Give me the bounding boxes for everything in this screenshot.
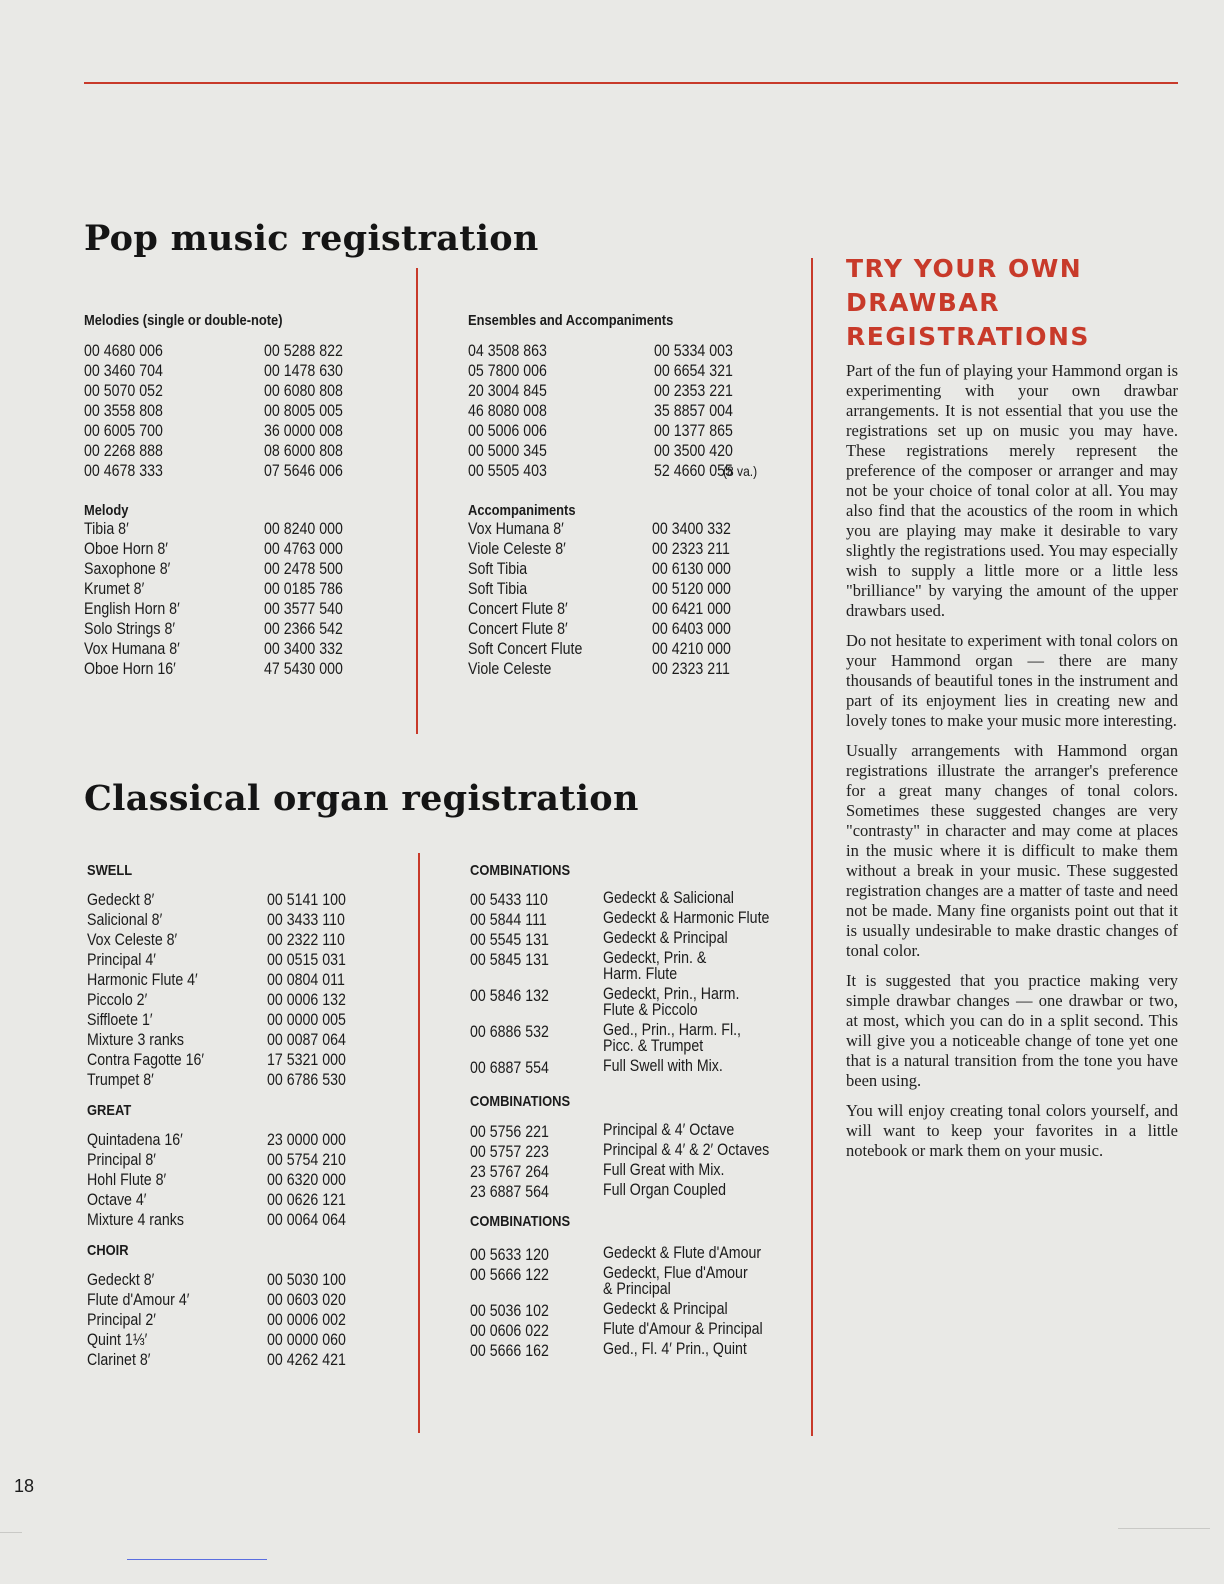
- stop-name: Quintadena 16′: [87, 1131, 183, 1149]
- registration-code: 00 5141 100: [267, 891, 346, 909]
- registration-code: 00 5070 052: [84, 382, 163, 400]
- swell-heading: SWELL: [87, 862, 133, 879]
- stop-name: Salicional 8′: [87, 911, 163, 929]
- table-row: [84, 381, 404, 401]
- stop-name: Soft Tibia: [468, 580, 528, 598]
- stop-name: Oboe Horn 8′: [84, 540, 168, 558]
- combination-description: Ged., Prin., Harm. Fl., Picc. & Trumpet: [603, 1021, 741, 1055]
- stop-name: Piccolo 2′: [87, 991, 148, 1009]
- registration-code: 00 1377 865: [654, 422, 733, 440]
- registration-code: 00 0185 786: [264, 580, 343, 598]
- table-row: [84, 441, 404, 461]
- table-row: [87, 890, 387, 910]
- choir-heading: CHOIR: [87, 1242, 129, 1259]
- registration-code: 08 6000 808: [264, 442, 343, 460]
- registration-code: 17 5321 000: [267, 1051, 346, 1069]
- stop-name: Saxophone 8′: [84, 560, 171, 578]
- table-row: [84, 519, 404, 539]
- registration-code: 00 5006 006: [468, 422, 547, 440]
- table-row: [87, 1330, 387, 1350]
- table-row: [87, 950, 387, 970]
- registration-code: 00 2353 221: [654, 382, 733, 400]
- registration-code: 00 6654 321: [654, 362, 733, 380]
- table-row: [87, 1290, 387, 1310]
- table-row: [470, 986, 810, 1022]
- great-heading: GREAT: [87, 1102, 132, 1119]
- registration-code: 04 3508 863: [468, 342, 547, 360]
- stop-name: Vox Humana 8′: [468, 520, 564, 538]
- registration-code: 47 5430 000: [264, 660, 343, 678]
- table-row: [468, 401, 808, 421]
- table-row: [87, 1350, 387, 1370]
- stop-name: Hohl Flute 8′: [87, 1171, 167, 1189]
- registration-code: 00 5000 345: [468, 442, 547, 460]
- stop-name: Harmonic Flute 4′: [87, 971, 198, 989]
- combination-description: Gedeckt & Principal: [603, 1300, 728, 1318]
- registration-code: 00 2322 110: [267, 931, 345, 949]
- combinations-swell-list: [470, 890, 810, 1078]
- stop-name: Principal 8′: [87, 1151, 156, 1169]
- registration-code: 00 3400 332: [264, 640, 343, 658]
- combination-description: Gedeckt, Flue d'Amour & Principal: [603, 1264, 748, 1298]
- stop-name: Concert Flute 8′: [468, 620, 568, 638]
- registration-code: 00 5545 131: [470, 931, 549, 949]
- table-row: [468, 461, 808, 481]
- swell-list: [87, 890, 387, 1090]
- registration-code: 00 5288 822: [264, 342, 343, 360]
- registration-code: 00 0006 002: [267, 1311, 346, 1329]
- stop-name: Oboe Horn 16′: [84, 660, 176, 678]
- stop-name: Concert Flute 8′: [468, 600, 568, 618]
- stop-name: Principal 2′: [87, 1311, 156, 1329]
- registration-code: 00 5334 003: [654, 342, 733, 360]
- registration-code: 00 0006 132: [267, 991, 346, 1009]
- table-row: [84, 579, 404, 599]
- registration-code: 00 0515 031: [267, 951, 346, 969]
- registration-code: 00 4262 421: [267, 1351, 346, 1369]
- choir-list: [87, 1270, 387, 1370]
- registration-code: 00 2323 211: [652, 540, 730, 558]
- sidebar-paragraph: It is suggested that you practice making very simple drawbar changes — one drawbar or two, at most, which you can do in a split second. This will give you a noticeable change of tone yet one that is a natural transition from the tone you have been using.: [846, 971, 1178, 1090]
- melody-heading: Melody: [84, 502, 129, 519]
- page-number: 18: [14, 1476, 35, 1496]
- stop-name: Trumpet 8′: [87, 1071, 154, 1089]
- registration-code: 00 6320 000: [267, 1171, 346, 1189]
- combination-description: Gedeckt & Flute d'Amour: [603, 1244, 762, 1262]
- table-row: [87, 970, 387, 990]
- bottom-rule-left: [0, 1532, 22, 1533]
- registration-code: 00 5036 102: [470, 1302, 549, 1320]
- table-row: [87, 1050, 387, 1070]
- registration-code: 00 0087 064: [267, 1031, 346, 1049]
- registration-code: 00 6403 000: [652, 620, 731, 638]
- table-row: [470, 1142, 810, 1162]
- sidebar-paragraph: Part of the fun of playing your Hammond organ is experimenting with your own drawbar arrangements. It is not essential that you use the registrations set up on music you may have. These registrations merely represent the preference of the composer or arranger and may not be your choice of tonal color at all. You may also find that the acoustics of the room in which you are playing may make it desirable to vary slightly the registrations used. You may especially wish to supply a little more or a little less "brilliance" by varying the amount of the upper drawbars used.: [846, 361, 1178, 620]
- registration-code: 00 8240 000: [264, 520, 343, 538]
- registration-code: 00 6005 700: [84, 422, 163, 440]
- stop-name: Solo Strings 8′: [84, 620, 176, 638]
- stop-name: Vox Humana 8′: [84, 640, 180, 658]
- stop-name: Quint 1⅓′: [87, 1331, 148, 1349]
- combinations-choir-heading: COMBINATIONS: [470, 1213, 571, 1230]
- stop-name: Viole Celeste 8′: [468, 540, 566, 558]
- table-row: [468, 659, 788, 679]
- combinations-swell-heading: COMBINATIONS: [470, 862, 571, 879]
- pop-divider: [416, 268, 418, 734]
- table-row: [470, 1162, 810, 1182]
- table-row: [470, 1182, 810, 1202]
- combination-description: Flute d'Amour & Principal: [603, 1320, 763, 1338]
- table-row: [468, 361, 808, 381]
- table-row: [468, 639, 788, 659]
- registration-code: 00 2268 888: [84, 442, 163, 460]
- stop-name: Principal 4′: [87, 951, 156, 969]
- registration-code: 00 6886 532: [470, 1023, 549, 1041]
- table-row: [468, 519, 788, 539]
- stop-name: Soft Concert Flute: [468, 640, 583, 658]
- registration-code: 00 5845 131: [470, 951, 549, 969]
- registration-code: 00 4678 333: [84, 462, 163, 480]
- table-row: [84, 599, 404, 619]
- table-row: [84, 461, 404, 481]
- registration-code: 00 0064 064: [267, 1211, 346, 1229]
- registration-code: 00 4763 000: [264, 540, 343, 558]
- table-row: [87, 1130, 387, 1150]
- stop-name: Viole Celeste: [468, 660, 552, 678]
- table-row: [468, 381, 808, 401]
- registration-code: 00 5030 100: [267, 1271, 346, 1289]
- registration-code: 00 3433 110: [267, 911, 345, 929]
- combination-description: Full Great with Mix.: [603, 1161, 725, 1179]
- sidebar-divider: [811, 258, 813, 1436]
- table-row: [470, 1265, 810, 1301]
- registration-code: 00 0804 011: [267, 971, 345, 989]
- registration-code: 00 6130 000: [652, 560, 731, 578]
- stop-name: Octave 4′: [87, 1191, 147, 1209]
- stop-name: Contra Fagotte 16′: [87, 1051, 205, 1069]
- classical-divider: [418, 853, 420, 1433]
- registration-code: 52 4660 055: [654, 462, 733, 480]
- registration-code: 00 8005 005: [264, 402, 343, 420]
- table-row: [470, 1122, 810, 1142]
- table-row: [87, 930, 387, 950]
- registration-code: 07 5646 006: [264, 462, 343, 480]
- combinations-great-heading: COMBINATIONS: [470, 1093, 571, 1110]
- combination-description: Full Swell with Mix.: [603, 1057, 723, 1075]
- stop-name: Krumet 8′: [84, 580, 145, 598]
- registration-code: 00 6887 554: [470, 1059, 549, 1077]
- registration-code: 23 6887 564: [470, 1183, 549, 1201]
- stop-name: Vox Celeste 8′: [87, 931, 178, 949]
- table-row: [470, 1022, 810, 1058]
- registration-code: 00 5757 223: [470, 1143, 549, 1161]
- registration-code: 00 0000 060: [267, 1331, 346, 1349]
- table-row: [468, 341, 808, 361]
- ensembles-list: [468, 341, 808, 481]
- table-row: [84, 341, 404, 361]
- table-row: [468, 579, 788, 599]
- combination-description: Gedeckt & Harmonic Flute: [603, 909, 770, 927]
- registration-code: 05 7800 006: [468, 362, 547, 380]
- table-row: [470, 1321, 810, 1341]
- sidebar-text: [846, 361, 1178, 1171]
- accompaniments-list: [468, 519, 788, 679]
- registration-code: 00 3460 704: [84, 362, 163, 380]
- registration-code: 23 0000 000: [267, 1131, 346, 1149]
- table-row: [470, 1301, 810, 1321]
- table-row: [87, 1010, 387, 1030]
- registration-code: 46 8080 008: [468, 402, 547, 420]
- registration-code: 20 3004 845: [468, 382, 547, 400]
- table-row: [84, 401, 404, 421]
- table-row: [87, 1150, 387, 1170]
- table-row: [87, 1310, 387, 1330]
- table-row: [87, 990, 387, 1010]
- table-row: [468, 599, 788, 619]
- table-row: [470, 1058, 810, 1078]
- stop-name: Siffloete 1′: [87, 1011, 153, 1029]
- table-row: [468, 441, 808, 461]
- registration-code: 23 5767 264: [470, 1163, 549, 1181]
- pop-section-title: Pop music registration: [84, 218, 539, 259]
- stop-name: Tibia 8′: [84, 520, 129, 538]
- registration-code: 00 6080 808: [264, 382, 343, 400]
- table-row: [84, 659, 404, 679]
- registration-code: 00 5433 110: [470, 891, 548, 909]
- registration-code: 36 0000 008: [264, 422, 343, 440]
- table-row: [468, 559, 788, 579]
- table-row: [87, 1070, 387, 1090]
- registration-code: 00 3558 808: [84, 402, 163, 420]
- combination-description: Full Organ Coupled: [603, 1181, 727, 1199]
- registration-code: 00 3400 332: [652, 520, 731, 538]
- melodies-heading: Melodies (single or double-note): [84, 312, 283, 329]
- stop-name: Gedeckt 8′: [87, 1271, 155, 1289]
- table-row: [84, 539, 404, 559]
- melodies-list: [84, 341, 404, 481]
- octave-note: (8 va.): [723, 463, 758, 479]
- table-row: [87, 1270, 387, 1290]
- table-row: [87, 1170, 387, 1190]
- combination-description: Gedeckt & Salicional: [603, 889, 734, 907]
- registration-code: 00 6421 000: [652, 600, 731, 618]
- stop-name: English Horn 8′: [84, 600, 180, 618]
- link-underline: [127, 1559, 267, 1560]
- registration-code: 00 0606 022: [470, 1322, 549, 1340]
- table-row: [468, 539, 788, 559]
- registration-code: 00 5844 111: [470, 911, 547, 929]
- registration-code: 00 3500 420: [654, 442, 733, 460]
- registration-code: 35 8857 004: [654, 402, 733, 420]
- registration-code: 00 5666 122: [470, 1266, 549, 1284]
- registration-code: 00 2478 500: [264, 560, 343, 578]
- stop-name: Flute d'Amour 4′: [87, 1291, 190, 1309]
- table-row: [84, 559, 404, 579]
- registration-code: 00 5505 403: [468, 462, 547, 480]
- stop-name: Soft Tibia: [468, 560, 528, 578]
- stop-name: Clarinet 8′: [87, 1351, 151, 1369]
- combination-description: Principal & 4′ Octave: [603, 1121, 735, 1139]
- table-row: [84, 361, 404, 381]
- registration-code: 00 6786 530: [267, 1071, 346, 1089]
- classical-section-title: Classical organ registration: [84, 778, 639, 819]
- registration-code: 00 5120 000: [652, 580, 731, 598]
- combination-description: Ged., Fl. 4′ Prin., Quint: [603, 1340, 747, 1358]
- stop-name: Gedeckt 8′: [87, 891, 155, 909]
- registration-code: 00 5846 132: [470, 987, 549, 1005]
- table-row: [470, 1245, 810, 1265]
- sidebar-paragraph: Do not hesitate to experiment with tonal colors on your Hammond organ — there are many thousands of beautiful tones in the instrument and part of its enjoyment lies in creating new and lovely tones to make your music more interesting.: [846, 631, 1178, 730]
- combinations-great-list: [470, 1122, 810, 1202]
- table-row: [84, 639, 404, 659]
- great-list: [87, 1130, 387, 1230]
- registration-code: 00 4680 006: [84, 342, 163, 360]
- combination-description: Principal & 4′ & 2′ Octaves: [603, 1141, 770, 1159]
- table-row: [470, 950, 810, 986]
- table-row: [470, 890, 810, 910]
- stop-name: Mixture 4 ranks: [87, 1211, 185, 1229]
- registration-code: 00 5633 120: [470, 1246, 549, 1264]
- table-row: [87, 1190, 387, 1210]
- table-row: [470, 1341, 810, 1361]
- registration-code: 00 0603 020: [267, 1291, 346, 1309]
- combination-description: Gedeckt & Principal: [603, 929, 728, 947]
- sidebar-paragraph: Usually arrangements with Hammond organ registrations illustrate the arranger's preference for a great many changes of tonal colors. Sometimes these suggested changes are very "contrasty" in character and may come at places in the music where it is difficult to make them without a break in your music. These suggested registration changes are a matter of taste and need not be made. Many fine organists point out that it is usually undesirable to make drastic changes of tonal color.: [846, 741, 1178, 960]
- combination-description: Gedeckt, Prin. & Harm. Flute: [603, 949, 707, 983]
- stop-name: Mixture 3 ranks: [87, 1031, 185, 1049]
- registration-code: 00 5756 221: [470, 1123, 549, 1141]
- combinations-choir-list: [470, 1245, 810, 1361]
- ensembles-heading: Ensembles and Accompaniments: [468, 312, 674, 329]
- table-row: [87, 1210, 387, 1230]
- accompaniments-heading: Accompaniments: [468, 502, 576, 519]
- table-row: [87, 1030, 387, 1050]
- bottom-rule-right: [1118, 1528, 1210, 1529]
- registration-code: 00 2366 542: [264, 620, 343, 638]
- sidebar-title: TRY YOUR OWN DRAWBAR REGISTRATIONS: [846, 254, 1090, 351]
- combination-description: Gedeckt, Prin., Harm. Flute & Piccolo: [603, 985, 740, 1019]
- table-row: [87, 910, 387, 930]
- table-row: [470, 910, 810, 930]
- top-rule: [84, 82, 1178, 84]
- registration-code: 00 5666 162: [470, 1342, 549, 1360]
- sidebar-paragraph: You will enjoy creating tonal colors yourself, and will want to keep your favorites in a little notebook or mark them on your music.: [846, 1101, 1178, 1160]
- registration-code: 00 2323 211: [652, 660, 730, 678]
- registration-code: 00 1478 630: [264, 362, 343, 380]
- registration-code: 00 0000 005: [267, 1011, 346, 1029]
- registration-code: 00 3577 540: [264, 600, 343, 618]
- registration-code: 00 5754 210: [267, 1151, 346, 1169]
- registration-code: 00 4210 000: [652, 640, 731, 658]
- table-row: [468, 421, 808, 441]
- table-row: [84, 619, 404, 639]
- table-row: [470, 930, 810, 950]
- table-row: [468, 619, 788, 639]
- registration-code: 00 0626 121: [267, 1191, 346, 1209]
- melody-list: [84, 519, 404, 679]
- table-row: [84, 421, 404, 441]
